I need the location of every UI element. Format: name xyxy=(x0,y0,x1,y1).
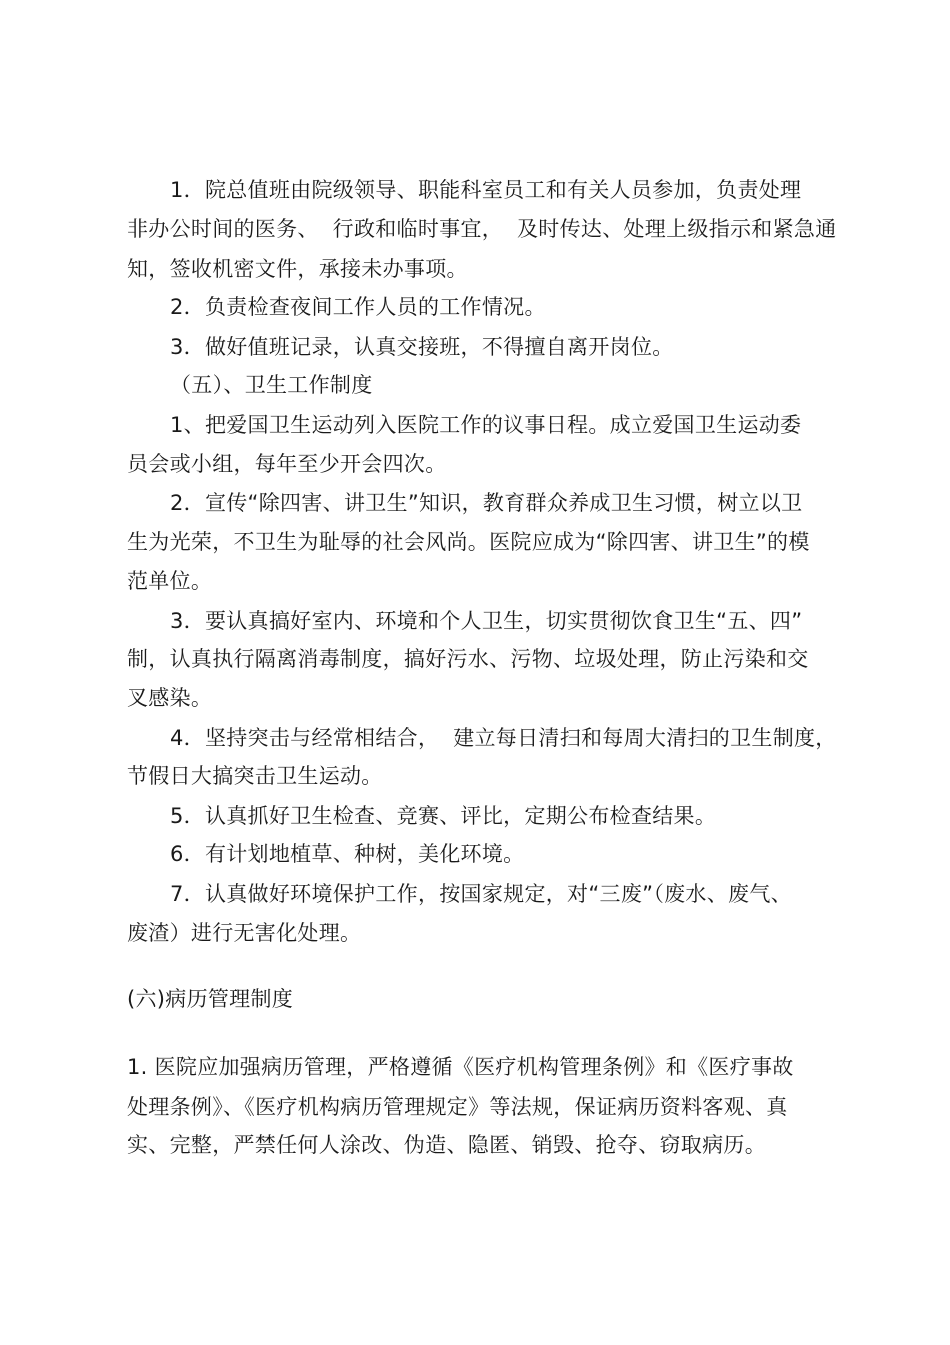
text-line: 非办公时间的医务、 行政和临时事宜， 及时传达、处理上级指示和紧急通 xyxy=(127,217,837,241)
text-line: 3．要认真搞好室内、环境和个人卫生，切实贯彻饮食卫生“五、四” xyxy=(170,609,803,633)
text-line: 员会或小组，每年至少开会四次。 xyxy=(127,452,447,476)
text-line: 7．认真做好环境保护工作，按国家规定，对“三废”（废水、废气、 xyxy=(170,882,792,906)
text-line: 知，签收机密文件，承接未办事项。 xyxy=(127,257,468,281)
text-line: 范单位。 xyxy=(127,569,213,593)
text-line: 废渣）进行无害化处理。 xyxy=(127,921,362,945)
text-line: 处理条例》、《医疗机构病历管理规定》等法规，保证病历资料客观、真 xyxy=(127,1095,788,1119)
section-heading: （五）、卫生工作制度 xyxy=(170,373,373,397)
text-line: 实、完整，严禁任何人涂改、伪造、隐匿、销毁、抢夺、窃取病历。 xyxy=(127,1133,766,1157)
text-line: 2．宣传“除四害、讲卫生”知识，教育群众养成卫生习惯，树立以卫 xyxy=(170,491,803,515)
text-line: 节假日大搞突击卫生运动。 xyxy=(127,764,383,788)
text-line: 生为光荣，不卫生为耻辱的社会风尚。医院应成为“除四害、讲卫生”的模 xyxy=(127,530,810,554)
text-line: 3．做好值班记录，认真交接班，不得擅自离开岗位。 xyxy=(170,335,674,359)
text-line: 2．负责检查夜间工作人员的工作情况。 xyxy=(170,295,546,319)
text-line: 1、把爱国卫生运动列入医院工作的议事日程。成立爱国卫生运动委 xyxy=(170,413,802,437)
text-line: 1．院总值班由院级领导、职能科室员工和有关人员参加，负责处理 xyxy=(170,178,802,202)
text-line: 5．认真抓好卫生检查、竞赛、评比，定期公布检查结果。 xyxy=(170,804,717,828)
text-line: 1. 医院应加强病历管理，严格遵循《医疗机构管理条例》和《医疗事故 xyxy=(127,1055,794,1079)
section-heading: (六)病历管理制度 xyxy=(127,987,294,1011)
text-line: 制，认真执行隔离消毒制度，搞好污水、污物、垃圾处理，防止污染和交 xyxy=(127,647,809,671)
text-line: 叉感染。 xyxy=(127,686,213,710)
text-line: 6．有计划地植草、种树，美化环境。 xyxy=(170,842,525,866)
text-line: 4．坚持突击与经常相结合， 建立每日清扫和每周大清扫的卫生制度， xyxy=(170,726,837,750)
